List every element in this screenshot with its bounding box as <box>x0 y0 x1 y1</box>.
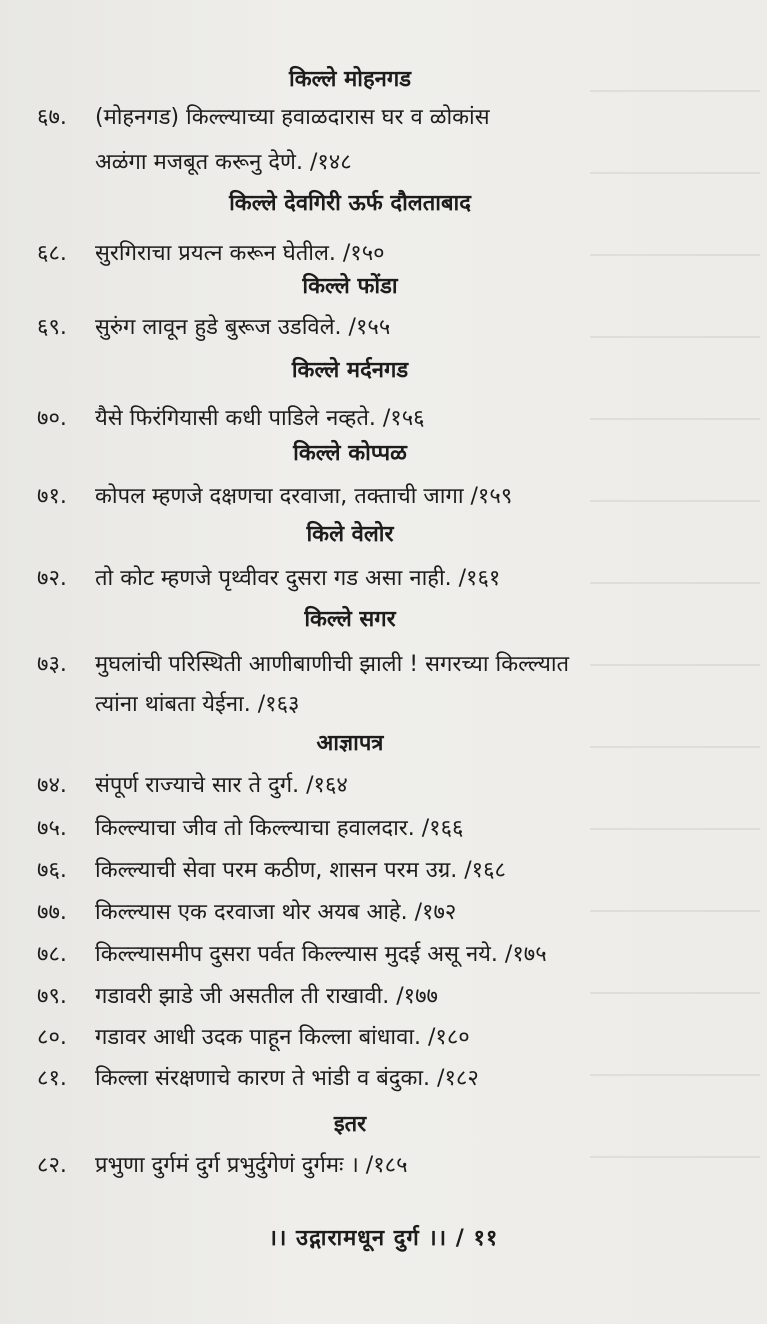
entry-69 <box>37 313 390 343</box>
entry-text: किल्ल्याचा जीव तो किल्ल्याचा हवालदार. /१६६ <box>95 816 464 841</box>
entry-text: (मोहनगड) किल्ल्याच्या हवाळदारास घर व ळोकांस <box>95 105 490 130</box>
entry-number: ८१. <box>37 1066 67 1091</box>
entry-71 <box>37 482 512 512</box>
entry-number: ८२. <box>37 1153 67 1178</box>
entry-74 <box>37 771 348 801</box>
entry-text: मुघलांची परिस्थिती आणीबाणीची झाली ! सगरच्या किल्ल्यात <box>95 652 570 677</box>
entry-number: ७६. <box>37 858 67 883</box>
entry-number: ७१. <box>37 484 67 509</box>
entry-72 <box>37 564 500 594</box>
entry-77 <box>37 898 456 928</box>
entry-number: ८०. <box>37 1025 67 1050</box>
entry-text: किल्ल्यास एक दरवाजा थोर अयब आहे. /१७२ <box>95 900 457 925</box>
page-footer: ।। उद्गारामधून दुर्ग ।। / ११ <box>268 1226 499 1251</box>
entry-number: ७७. <box>37 900 67 925</box>
entry-73 <box>37 650 569 680</box>
entry-number: ६८. <box>37 241 67 266</box>
heading-adnyapatra: आज्ञापत्र <box>316 731 384 756</box>
entry-number: ७०. <box>37 406 67 431</box>
entry-number: ६९. <box>37 315 67 340</box>
entry-number: ७२. <box>37 566 67 591</box>
entry-75 <box>37 814 463 844</box>
heading-sagar: किल्ले सगर <box>304 607 396 632</box>
entry-81 <box>37 1064 479 1094</box>
heading-mohangad: किल्ले मोहनगड <box>289 67 411 92</box>
entry-text: यैसे फिरंगियासी कधी पाडिले नव्हते. /१५६ <box>95 406 425 431</box>
heading-velor: किले वेलोर <box>306 522 394 547</box>
entry-text: गडावरी झाडे जी असतील ती राखावी. /१७७ <box>95 984 438 1009</box>
entry-text: कोपल म्हणजे दक्षणचा दरवाजा, तक्ताची जागा /१५९ <box>95 484 513 509</box>
entry-text: सुरुंग लावून हुडे बुरूज उडविले. /१५५ <box>95 315 391 340</box>
entry-number: ७८. <box>37 942 67 967</box>
entry-78 <box>37 940 547 970</box>
entry-text: संपूर्ण राज्याचे सार ते दुर्ग. /१६४ <box>95 773 348 798</box>
entry-76 <box>37 856 506 886</box>
entry-67-continuation: अळंगा मजबूत करूनु देणे. /१४८ <box>95 150 352 175</box>
heading-itar: इतर <box>333 1112 367 1137</box>
entry-text: गडावर आधी उदक पाहून किल्ला बांधावा. /१८० <box>95 1025 470 1050</box>
entry-82 <box>37 1151 408 1181</box>
entry-number: ७५. <box>37 816 67 841</box>
entry-text: तो कोट म्हणजे पृथ्वीवर दुसरा गड असा नाही. /१६१ <box>95 566 501 591</box>
entry-67 <box>37 103 490 133</box>
entry-79 <box>37 982 438 1012</box>
entry-70 <box>37 404 425 434</box>
entry-text: सुरगिराचा प्रयत्न करून घेतील. /१५० <box>95 241 385 266</box>
entry-text: किल्ल्याची सेवा परम कठीण, शासन परम उग्र. /१६८ <box>95 858 506 883</box>
entry-80 <box>37 1023 470 1053</box>
heading-koppal: किल्ले कोप्पळ <box>293 441 407 466</box>
entry-number: ७३. <box>37 652 67 677</box>
heading-fonda: किल्ले फोंडा <box>302 274 398 299</box>
entry-text: प्रभुणा दुर्गमं दुर्ग प्रभुर्दुगेणं दुर्गमः । /१८५ <box>95 1153 408 1178</box>
entry-number: ६७. <box>37 105 67 130</box>
entry-text: किल्ल्यासमीप दुसरा पर्वत किल्ल्यास मुदई असू नये. /१७५ <box>95 942 547 967</box>
heading-devgiri: किल्ले देवगिरी ऊर्फ दौलताबाद <box>229 191 471 216</box>
entry-73-continuation: त्यांना थांबता येईना. /१६३ <box>95 692 300 717</box>
heading-mardangad: किल्ले मर्दनगड <box>291 358 409 383</box>
entry-text: किल्ला संरक्षणाचे कारण ते भांडी व बंदुका. /१८२ <box>95 1066 479 1091</box>
entry-number: ७९. <box>37 984 67 1009</box>
entry-68 <box>37 239 385 269</box>
entry-number: ७४. <box>37 773 67 798</box>
